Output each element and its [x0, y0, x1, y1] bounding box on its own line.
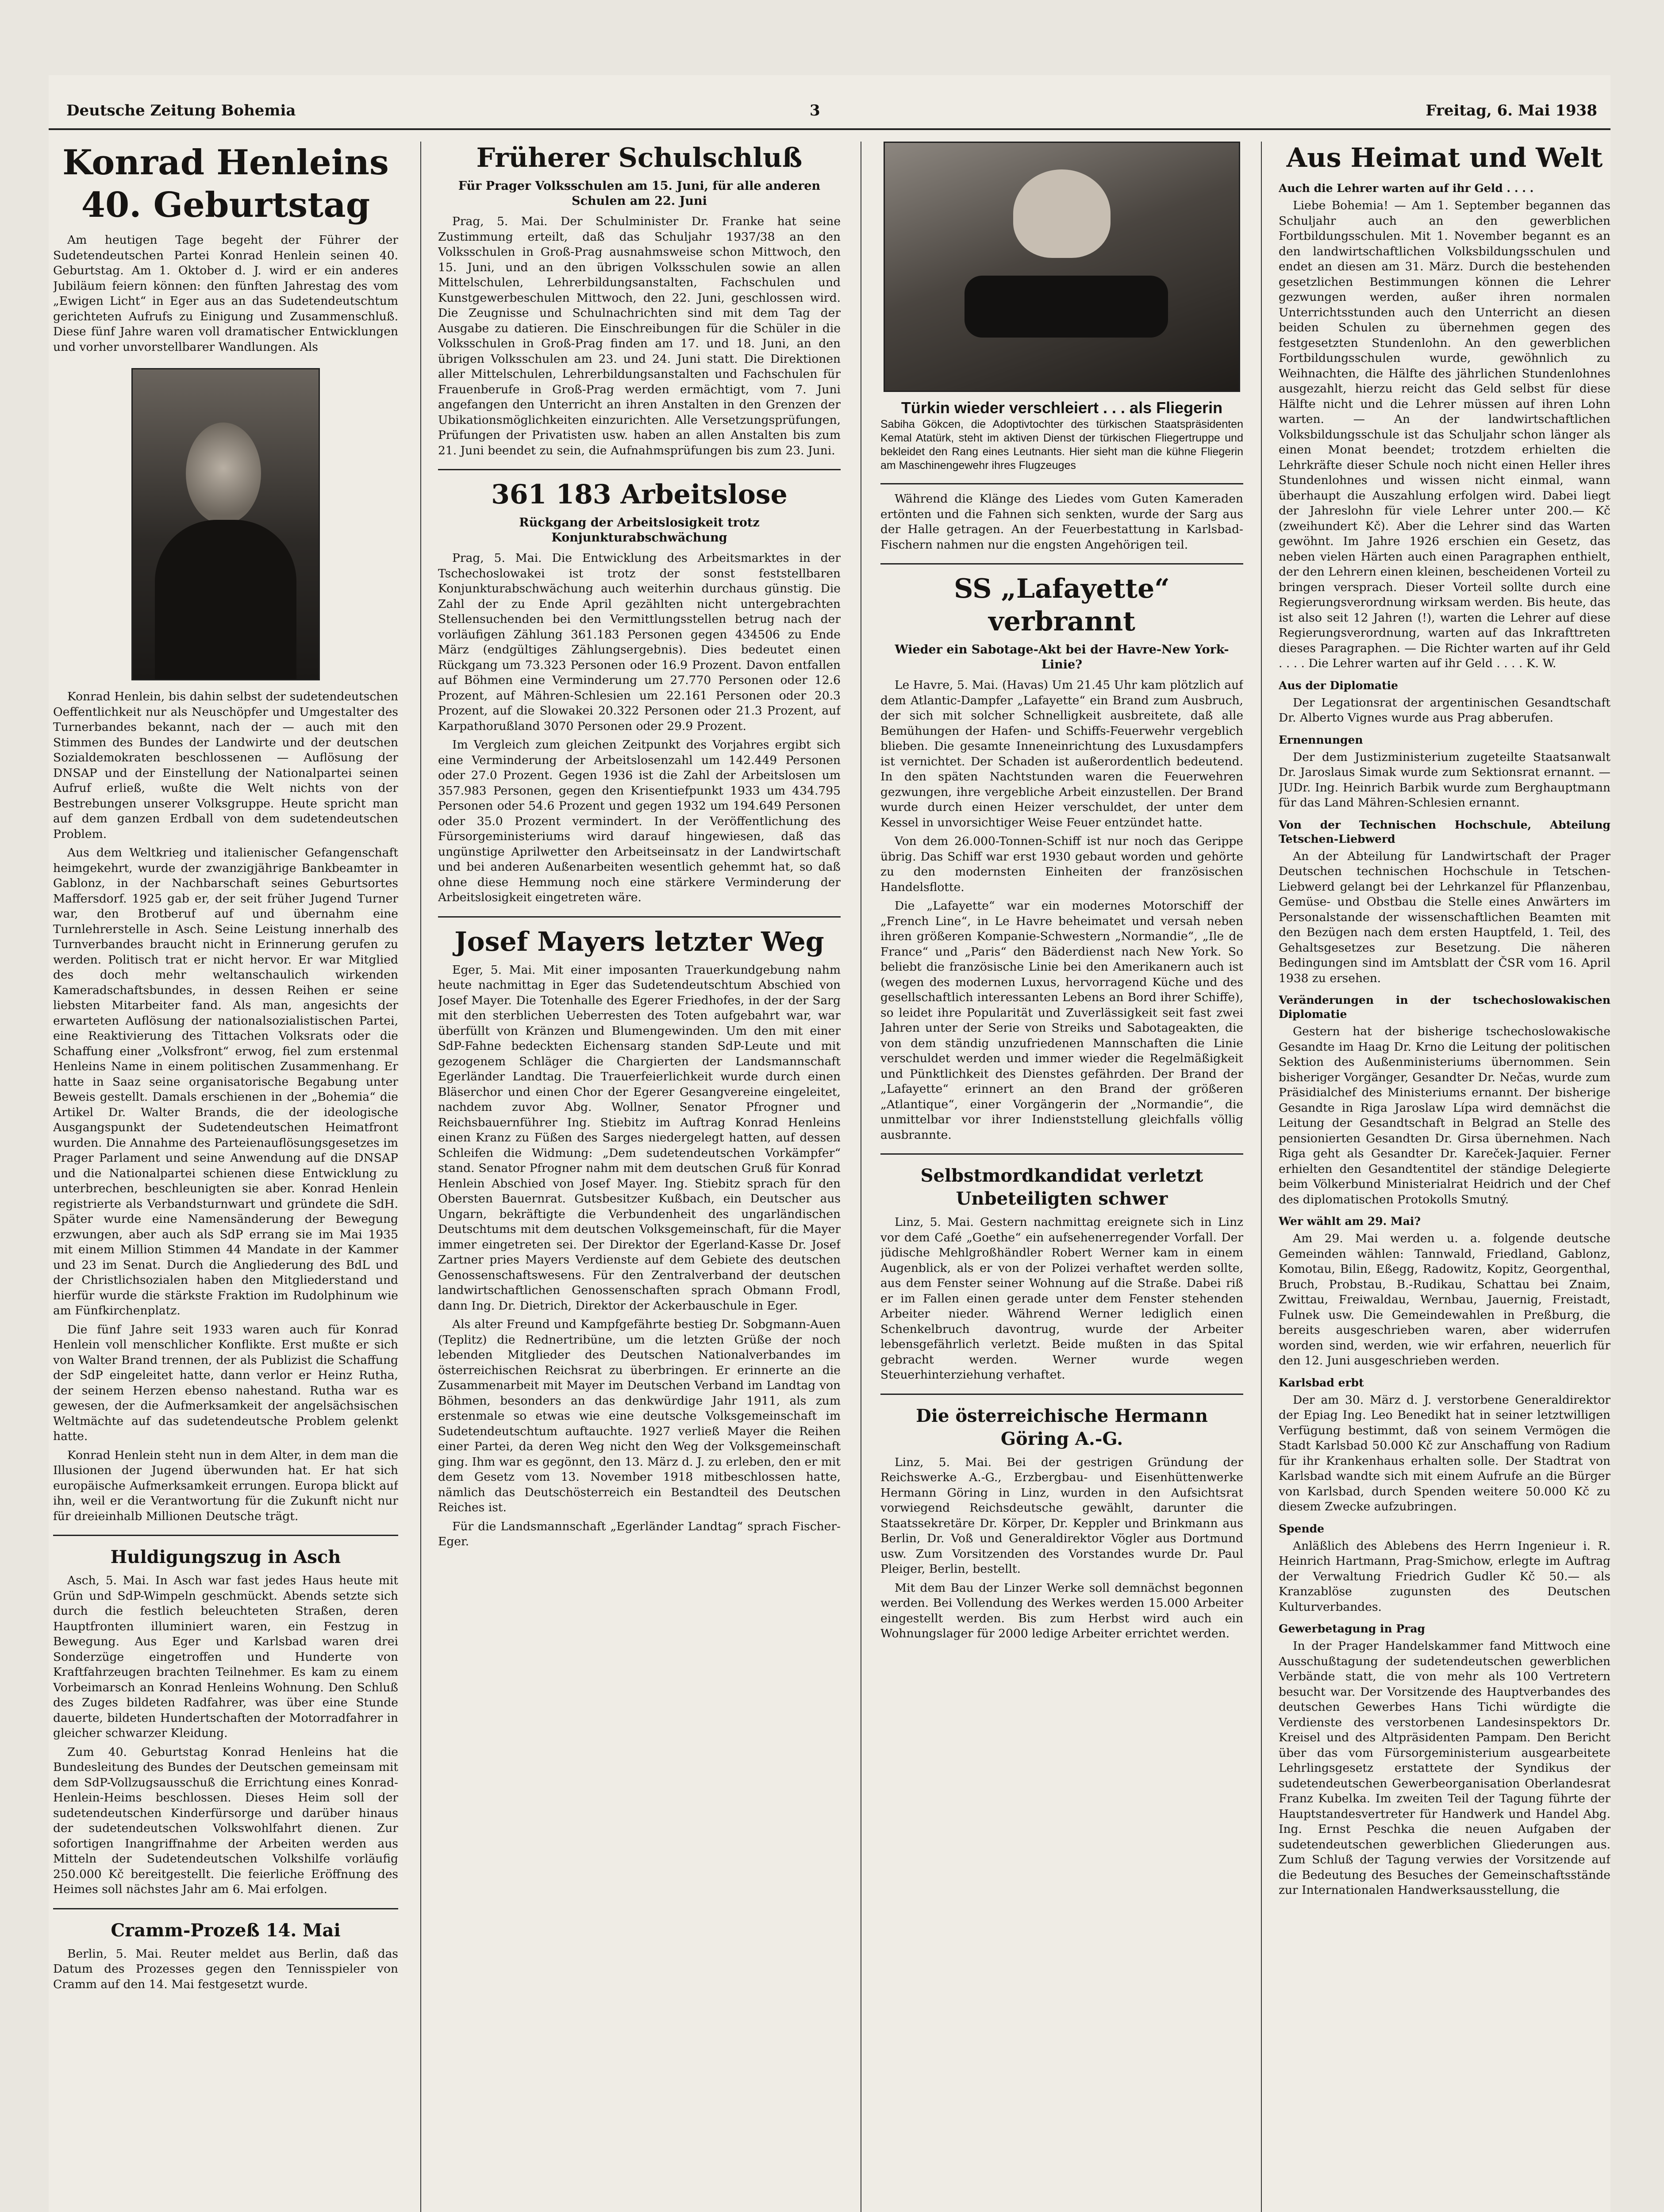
item-heading: Ernennungen [1279, 733, 1363, 746]
article-subheadline: Wieder ein Sabotage-Akt bei der Havre-New York-Linie? [895, 643, 1229, 672]
article-headline: Josef Mayers letzter Weg [454, 926, 824, 957]
article-paragraph: Anläßlich des Ablebens des Herrn Ingenieur i. R. Heinrich Hartmann, Prag-Smichow, erlegte im Auftrag der Verwaltung Friedrich Gudler Kč 50.— als Kranzablöse zugunsten des Deutschen Kulturverbandes. [1279, 1539, 1610, 1614]
article-paragraph: Die „Lafayette“ war ein modernes Motorschiff der „French Line“, in Le Havre beheimatet und versah neben ihren größeren Kompanie-Schwestern „Normandie“, „Ile de France“ und „Paris“ den Bäderdienst nach New York. So beliebt die französische Linie bei den Amerikanern auch ist (wegen des modernen Luxus, hervorragend Küche und des gesellschaftlich interessanten Lebens an Bord ihrer Schiffe), so leidet ihre Popularität und Zuverlässigkeit seit fast zwei Jahren unter der Serie von Streiks und Sabotageakten, die von dem ständig unzufriedenen Mannschaften die Linie verschuldet werden und immer wieder die Regelmäßigkeit und Pünktlichkeit des Dienstes gefährden. Der Brand der „Lafayette“ erinnert an den Brand der größeren „Atlantique“, einer Vorgängerin der „Normandie“, die unmittelbar vor ihrer Indienststellung gleichfalls völlig ausbrannte. [880, 899, 1243, 1142]
section-headline: Aus Heimat und Welt [1286, 142, 1603, 173]
section-divider [880, 1394, 1243, 1395]
article-paragraph: Im Vergleich zum gleichen Zeitpunkt des Vorjahres ergibt sich eine Verminderung der Arbeitslosenzahl um 142.449 Personen oder 27.0 Prozent. Gegen 1936 ist die Zahl der Arbeitslosen um 357.983 Personen, gegen den Krisentiefpunkt 1933 um 434.795 Personen oder 54.6 Prozent und gegen 1932 um 194.649 Personen oder 35.0 Prozent vermindert. In der Veröffentlichung des Fürsorgeministeriums wird darauf hingewiesen, daß das ungünstige Aprilwetter den Arbeitseinsatz in der Landwirtschaft und bei anderen Außenarbeiten wesentlich gehemmt hat, so daß ohne diese Hemmung noch eine stärkere Verminderung der Arbeitslosigkeit eingetreten wäre. [438, 738, 841, 904]
article-paragraph: Die fünf Jahre seit 1933 waren auch für Konrad Henlein voll menschlicher Konflikte. Erst mußte er sich von Walter Brand trennen, der als Publizist die Schaffung der SdP eingeleitet hatte, dann verlor er Heinz Rutha, der seinem Herzen ebenso nahestand. Rutha war es gewesen, der die Aufmerksamkeit der angelsächsischen Weltmächte auf das sudetendeutsche Problem gelenkt hatte. [53, 1322, 398, 1443]
article-paragraph: Von dem 26.000-Tonnen-Schiff ist nur noch das Gerippe übrig. Das Schiff war erst 1930 gebaut worden und gehörte zu den modernsten Einheiten der französischen Handelsflotte. [880, 834, 1243, 894]
article-paragraph: Konrad Henlein steht nun in dem Alter, in dem man die Illusionen der Jugend überwunden hat. Er hat sich europäische Aufmerksamkeit errungen. Europa blickt auf ihn, weil er die Verantwortung für die Zukunft nicht nur für dreieinhalb Millionen Deutsche trägt. [53, 1448, 398, 1523]
column-rule [420, 142, 421, 2212]
article-paragraph: Der am 30. März d. J. verstorbene Generaldirektor der Epiag Ing. Leo Benedikt hat in seiner letztwilligen Verfügung bestimmt, daß von seinem Vermögen die Stadt Karlsbad 50.000 Kč zur Anschaffung von Radium für ihr Krankenhaus erhalten solle. Der Stadtrat von Karlsbad wandte sich mit einem Aufrufe an die Bürger von Karlsbad, durch Spenden weitere 50.000 Kč zu diesem Zwecke aufzubringen. [1279, 1393, 1610, 1513]
item-heading: Gewerbetagung in Prag [1279, 1622, 1426, 1635]
column-3 [880, 142, 1243, 2212]
article-headline: Cramm-Prozeß 14. Mai [111, 1920, 341, 1941]
article-paragraph: Zum 40. Geburtstag Konrad Henleins hat die Bundesleitung des Bundes der Deutschen gemeinsam mit dem SdP-Vollzugsausschuß die Errichtung eines Konrad-Henlein-Heims beschlossen. Dieses Heim soll der sudetendeutschen Kinderfürsorge und darüber hinaus der sudetendeutschen Volkswohlfahrt dienen. Zur sofortigen Inangriffnahme der Arbeiten werden aus Mitteln der Sudetendeutschen Volkshilfe vorläufig 250.000 Kč bereitgestellt. Die feierliche Eröffnung des Heimes soll nächstes Jahr am 6. Mai erfolgen. [53, 1745, 398, 1896]
article-paragraph: Konrad Henlein, bis dahin selbst der sudetendeutschen Oeffentlichkeit nur als Neuschöpfer und Umgestalter des Turnerbandes bekannt, nach der — auch mit den Stimmen des Bundes der Landwirte und der deutschen Sozialdemokraten beschlossenen — Auflösung der DNSAP und der Einstellung der Nationalpartei seinen Aufruf erließ, wußte die Welt nichts von der Bestrebungen unserer Volksgruppe. Heute spricht man auf dem ganzen Erdball von dem sudetendeutschen Problem. [53, 690, 398, 841]
article-headline: 361 183 Arbeitslose [491, 479, 788, 510]
article-paragraph: Asch, 5. Mai. In Asch war fast jedes Haus heute mit Grün und SdP-Wimpeln geschmückt. Abends setzte sich durch die festlich beleuchteten Straßen, deren Hauptfronten illuminiert waren, ein Festzug in Bewegung. Aus Eger und Karlsbad waren drei Sonderzüge eingetroffen und Hunderte von Kraftfahrzeugen brachten Teilnehmer. Es kam zu einem Vorbeimarsch an Konrad Henleins Wohnung. Den Schluß des Zuges bildeten Radfahrer, was über eine Stunde dauerte, bildeten Hundertschaften der Motorradfahrer in gleicher schwarzer Kleidung. [53, 1574, 398, 1740]
article-headline: Selbstmordkandidat verletzt Unbeteiligten schwer [920, 1165, 1203, 1209]
article-paragraph: Der dem Justizministerium zugeteilte Staatsanwalt Dr. Jaroslaus Simak wurde zum Sektionsrat ernannt. — JUDr. Ing. Heinrich Barbik wurde zum Berghauptmann für das Land Mähren-Schlesien ernannt. [1279, 750, 1610, 810]
item-heading: Aus der Diplomatie [1279, 679, 1399, 692]
article-paragraph: Prag, 5. Mai. Die Entwicklung des Arbeitsmarktes in der Tschechoslowakei ist trotz der sonst feststellbaren Konjunkturabschwächung auch weiterhin durchaus günstig. Die Zahl der zu Ende April gezählten nicht untergebrachten Stellensuchenden bei den Vermittlungsstellen betrug nach der vorläufigen Zählung 361.183 Personen gegen 434506 zu Ende März (endgültiges Zählungsergebnis). Dies bedeutet einen Rückgang um 73.323 Personen oder 16.9 Prozent. Davon entfallen auf Böhmen eine Verminderung um 27.770 Personen oder 12.6 Prozent, auf Mähren-Schlesien um 22.161 Personen oder 20.3 Prozent, auf die Slowakei 20.322 Personen oder 21.3 Prozent, auf Karpathorußland 3070 Personen oder 29.9 Prozent. [438, 551, 841, 733]
photo-caption: Sabiha Gökcen, die Adoptivtochter des türkischen Staatspräsidenten Kemal Atatürk, steht im aktiven Dienst der türkischen Fliegertruppe und bekleidet den Rang eines Leutnants. Hier sieht man die kühne Fliegerin am Maschinengewehr ihres Flugzeuges [880, 418, 1243, 472]
article-paragraph: Während die Klänge des Liedes vom Guten Kameraden ertönten und die Fahnen sich senkten, wurde der Sarg aus der Halle getragen. An der Feuerbestattung in Karlsbad-Fischern nahmen nur die engsten Angehörigen teil. [880, 492, 1243, 552]
section-divider [53, 1535, 398, 1536]
article-headline: Huldigungszug in Asch [110, 1547, 341, 1567]
article-paragraph: Mit dem Bau der Linzer Werke soll demnächst begonnen werden. Bei Vollendung des Werkes werden 15.000 Arbeiter eingestellt werden. Bis zum Herbst wird auch ein Wohnungslager für 2000 ledige Arbeiter errichtet werden. [880, 1581, 1243, 1640]
article-headline: Früherer Schulschluß [476, 142, 803, 173]
article-paragraph: Am 29. Mai werden u. a. folgende deutsche Gemeinden wählen: Tannwald, Friedland, Gablonz, Komotau, Bilin, Eßegg, Radowitz, Kopitz, Georgenthal, Bruch, Probstau, B.-Rudikau, Schattau bei Znaim, Zwittau, Freiwaldau, Wernbau, Jauernig, Freistadt, Fulnek usw. Die Gemeindewahlen in Preßburg, die bereits ausgeschrieben waren, aber widerrufen worden sind, werden, wie wir erfahren, neuerlich für den 12. Juni ausgeschrieben werden. [1279, 1232, 1610, 1367]
article-paragraph: Als alter Freund und Kampfgefährte bestieg Dr. Sobgmann-Auen (Teplitz) die Rednertribüne, um die letzten Grüße der noch lebenden Mitglieder des Deutschen Nationalverbandes im österreichischen Reichsrat zu überbringen. Er erinnerte an die Zusammenarbeit mit Mayer im Deutschen Verband im Landtag von Böhmen, besonders an das denkwürdige Jahr 1911, als zum erstenmale so etwas wie eine deutsche Volksgemeinschaft im Sudetendeutschtum auftauchte. 1927 verließ Mayer die Reihen einer Partei, da deren Weg nicht den Weg der Volksgemeinschaft ging. Ihm war es gegönnt, den 13. März d. J. zu erleben, den er mit dem Gesetz vom 13. November 1918 mitbeschlossen hatte, nämlich das Deutschösterreich ein Bestandteil des Deutschen Reiches ist. [438, 1317, 841, 1514]
portrait-photo [131, 368, 320, 680]
article-paragraph: Gestern hat der bisherige tschechoslowakische Gesandte im Haag Dr. Krno die Leitung der politischen Sektion des Außenministeriums übernommen. Sein bisheriger Vorgänger, Gesandter Dr. Nečas, wurde zum Präsidialchef des Ministeriums ernannt. Der bisherige Gesandte in Riga Jaroslaw Lípa wird demnächst die Leitung der Gesandtschaft in Belgrad an Stelle des pensionierten Gesandten Dr. Girsa übernehmen. Nach Riga geht als Gesandter Dr. Kareček-Jaquier. Ferner erhielten den Gesandtentitel der ständige Delegierte beim Völkerbund Ministerialrat Heidrich und der Chef des diplomatischen Protokolls Smutný. [1279, 1025, 1610, 1206]
column-2 [438, 142, 841, 2212]
newspaper-page [49, 75, 1610, 2212]
article-paragraph: Der Legationsrat der argentinischen Gesandtschaft Dr. Alberto Vignes wurde aus Prag abberufen. [1279, 695, 1610, 725]
article-paragraph: Für die Landsmannschaft „Egerländer Landtag“ sprach Fischer-Eger. [438, 1519, 841, 1548]
article-headline: Konrad Henleins 40. Geburtstag [62, 142, 389, 225]
section-divider [438, 916, 841, 918]
photo-caption-title: Türkin wieder verschleiert . . . als Fliegerin [901, 399, 1223, 417]
article-subheadline: Auch die Lehrer warten auf ihr Geld . . . . [1279, 182, 1534, 195]
article-paragraph: Linz, 5. Mai. Gestern nachmittag ereignete sich in Linz vor dem Café „Goethe“ ein aufsehenerregender Vorfall. Der jüdische Mehlgroßhändler Robert Werner kam in einem Augenblick, als er von der Polizei verhaftet werden sollte, aus dem Fenster seiner Wohnung auf die Straße. Dabei riß er im Fallen einen gerade unter dem Fenster stehenden Arbeiter nieder. Während Werner lediglich einen Schenkelbruch davontrug, wurde der Arbeiter lebensgefährlich verletzt. Beide mußten in das Spital gebracht werden. Werner wurde wegen Steuerhinterziehung verhaftet. [880, 1215, 1243, 1382]
article-subheadline: Für Prager Volksschulen am 15. Juni, für alle anderen Schulen am 22. Juni [458, 179, 821, 208]
column-4 [1279, 142, 1610, 2212]
article-headline: Die österreichische Hermann Göring A.-G. [916, 1405, 1208, 1449]
article-headline: SS „Lafayette“ verbrannt [954, 573, 1170, 637]
article-paragraph: Prag, 5. Mai. Der Schulminister Dr. Franke hat seine Zustimmung erteilt, daß das Schuljahr 1937/38 an den Volksschulen in Groß-Prag ausnahmsweise schon Mittwoch, den 15. Juni, und an den übrigen Volksschulen sowie an allen Mittelschulen, Lehrerbildungsanstalten, Fachschulen und Kunstgewerbeschulen Mittwoch, den 22. Juni, geschlossen wird. Die Zeugnisse und Schulnachrichten sind mit dem Tag der Ausgabe zu datieren. Die Einschreibungen für die Schüler in die Volksschulen in Groß-Prag finden am 17. und 18. Juni, an den übrigen Volksschulen am 23. und 24. Juni statt. Die Direktionen aller Mittelschulen, Lehrerbildungsanstalten und Fachschulen für Frauenberufe in Groß-Prag werden ermächtigt, vom 7. Juni angefangen den Unterricht an ihren Anstalten in den Grenzen der Ubikationsmöglichkeiten einzurichten. Alle Versetzungsprüfungen, Prüfungen der Privatisten usw. haben an allen Anstalten bis zum 21. Juni beendet zu sein, die Aufnahmsprüfungen bis zum 23. Juni. [438, 215, 841, 457]
section-divider [880, 1153, 1243, 1155]
aviator-photo [884, 142, 1240, 392]
article-paragraph: Liebe Bohemia! — Am 1. September begannen das Schuljahr auch an den gewerblichen Fortbildungsschulen. Mit 1. November begannt es an den landwirtschaftlichen Volksbildungsschulen und endet an diesen am 31. März. Durch die bestehenden gesetzlichen Bestimmungen können die Lehrer gezwungen werden, außer ihren normalen Unterrichtsstunden auch den Unterricht an diesen beiden Schulen zu übernehmen gegen des festgesetzten Stundenlohn. An den gewerblichen Fortbildungsschulen wurde, gewöhnlich zu Weihnachten, die Hälfte des jährlichen Stundenlohnes ausgezahlt, hierzu reicht das Geld selbst für diese Hälfte nicht und die Lehrer müssen auf ihren Lohn warten. — An der landwirtschaftlichen Volksbildungsschule ist das Schuljahr schon länger als einen Monat beendet; trotzdem erhielten die Lehrkräfte dieser Schule noch nicht einen Heller ihres Stundenlohnes und wissen nicht einmal, wann überhaupt die Auszahlung erfolgen wird. Dabei liegt der Jahreslohn für viele Lehrer unter 200.— Kč (zweihundert Kč). Aber die Lehrer sind das Warten gewöhnt. Im Jahre 1926 erschien ein Gesetz, das neben vielen Härten auch einen Paragraphen enthielt, der den Lehrern einen kleinen, bescheidenen Vorteil zu bringen versprach. Dieser Vorteil sollte durch eine Regierungsverordnung wirksam werden. Bis heute, das ist also seit 12 Jahren (!), warten die Lehrer auf diese Regierungsverordnung, warten auf das Inkrafttreten dieses Paragraphen. — Die Richter warten auf ihr Geld . . . . Die Lehrer warten auf ihr Geld . . . . K. W. [1279, 199, 1610, 670]
article-paragraph: Am heutigen Tage begeht der Führer der Sudetendeutschen Partei Konrad Henlein seinen 40. Geburtstag. Am 1. Oktober d. J. wird er ein anderes Jubiläum feiern können: den fünften Jahrestag des vom „Ewigen Licht“ in Eger aus an das Sudetendeutschtum gerichteten Aufrufs zu Einigung und Zusammenschluß. Diese fünf Jahre waren voll dramatischer Entwicklungen und vorher unvorstellbarer Wandlungen. Als [53, 233, 398, 354]
item-heading: Spende [1279, 1522, 1325, 1535]
article-paragraph: Eger, 5. Mai. Mit einer imposanten Trauerkundgebung nahm heute nachmittag in Eger das Sudetendeutschtum Abschied von Josef Mayer. Die Totenhalle des Egerer Friedhofes, in der der Sarg mit den sterblichen Ueberresten des Toten aufgebahrt war, war überfüllt von Kränzen und Blumengewinden. Um den mit einer SdP-Fahne bedeckten Eichensarg standen SdP-Leute und mit gezogenem Schläger die Chargierten der Landsmannschaft Egerländer Landtag. Die Trauerfeierlichkeit wurde durch einen Bläserchor und einen Chor der Egerer Gesangvereine eingeleitet, nachdem zuvor Abg. Wollner, Senator Pfrogner und Reichsbauernführer Ing. Stiebitz im Auftrag Konrad Henleins einen Kranz zu Füßen des Sarges niedergelegt hatten, auf dessen Schleifen die Widmung: „Dem sudetendeutschen Vorkämpfer“ stand. Senator Pfrogner nahm mit dem deutschen Gruß für Konrad Henlein Abschied von Josef Mayer. Ing. Stiebitz sprach für den Obersten Bauernrat. Gutsbesitzer Kußbach, ein Deutscher aus Ungarn, bekräftigte die Verbundenheit des ungarländischen Deutschtums mit dem deutschen Volksgemeinschaft, für die Mayer immer eingetreten sei. Der Direktor der Egerland-Kasse Dr. Josef Zartner pries Mayers Verdienste auf dem Gebiete des deutschen Genossenschaftswesens. Für den Zentralverband der deutschen landwirtschaftlichen Genossenschaften sprach Obmann Frodl, dann Ing. Dr. Dietrich, Direktor der Ackerbauschule in Eger. [438, 963, 841, 1313]
article-paragraph: An der Abteilung für Landwirtschaft der Prager Deutschen technischen Hochschule in Tetschen-Liebwerd gelangt bei der Lehrkanzel für Pflanzenbau, Gemüse- und Obstbau die Stelle eines Anwärters im Personalstande der wissenschaftlichen Beamten mit den Bezügen nach dem ersten Hauptfeld, 1. Teil, des Gehaltsgesetzes zur Besetzung. Die näheren Bedingungen sind im Amtsblatt der ČSR vom 16. April 1938 zu ersehen. [1279, 849, 1610, 985]
page-header [49, 88, 1610, 130]
section-divider [438, 469, 841, 470]
column-rule [1261, 142, 1262, 2212]
column-1 [53, 142, 398, 2212]
section-divider [880, 483, 1243, 484]
section-divider [880, 563, 1243, 565]
article-paragraph: In der Prager Handelskammer fand Mittwoch eine Ausschußtagung der sudetendeutschen gewerblichen Verbände statt, die von mehr als 100 Vertretern besucht war. Der Vorsitzende des Hauptverbandes des deutschen Gewerbes Hans Tichi würdigte die Verdienste des verstorbenen Landesinspektors Dr. Kreisel und des Altpräsidenten Pampam. Den Bericht über das vom Fürsorgeministerium ausgearbeitete Lehrlingsgesetz erstattete der Syndikus der sudetendeutschen Gewerbeorganisation Oberlandesrat Franz Kubelka. Im zweiten Teil der Tagung führte der Hauptstandesvertreter für Handwerk und Handel Abg. Ing. Ernst Peschka die neuen Aufgaben der sudetendeutschen gewerblichen Gliederungen aus. Zum Schluß der Tagung verwies der Vorsitzende auf die Bedeutung des Besuches der Gemeinschaftsstände zur Internationalen Handwerksausstellung, die [1279, 1639, 1610, 1897]
section-divider [53, 1908, 398, 1909]
item-heading: Wer wählt am 29. Mai? [1279, 1215, 1421, 1228]
article-subheadline: Rückgang der Arbeitslosigkeit trotz Konjunkturabschwächung [519, 516, 760, 545]
masthead-name: Deutsche Zeitung Bohemia [66, 102, 296, 119]
item-heading: Veränderungen in der tschechoslowakischen Diplomatie [1279, 994, 1610, 1021]
article-paragraph: Aus dem Weltkrieg und italienischer Gefangenschaft heimgekehrt, wurde der zwanzigjährige Bankbeamter in Gablonz, in der Nachbarschaft seines Geburtsortes Maffersdorf. 1925 gab er, der seit früher Jugend Turner war, den Brotberuf auf und übernahm eine Turnlehrerstelle in Asch. Seine Leistung innerhalb des Turnverbandes braucht nicht in Erinnerung gerufen zu werden. Politisch trat er nicht hervor. Er war Mitglied des doch mehr weltanschaulich wirkenden Kameradschaftsbundes, in dessen Reihen er seine liebsten Mitarbeiter fand. Als man, angesichts der erwarteten Auflösung der nationalsozialistischen Partei, eine Reaktivierung des Tittachen Volksrats oder die Schaffung einer „Volksfront“ erwog, fiel zum erstenmal Henleins Name in einem politischen Zusammenhang. Er hatte in Saaz seine organisatorische Begabung unter Beweis gestellt. Damals erschienen in der „Bohemia“ die Artikel Dr. Walter Brands, die der ideologische Ausgangspunkt der Sudetendeutschen Heimatfront wurden. Die Annahme des Parteienauflösungsgesetzes im Prager Parlament und seine Anwendung auf die DNSAP und die Nationalpartei schienen diese Entwicklung zu unterbrechen, beschleunigten sie aber. Konrad Henlein registrierte als Verbandsturnwart und gründete die SdH. Später wurde eine Namensänderung der Bewegung erzwungen, aber auch als SdP errang sie im Mai 1935 mit einem Million Stimmen 44 Mandate in der Kammer und 23 im Senat. Durch die Angliederung des BdL und der Christlichsozialen haben den Mitgliederstand und hierfür wurde die stärkste Fraktion im Rudolphinum wie am Fünfkirchenplatz. [53, 846, 398, 1317]
item-heading: Karlsbad erbt [1279, 1376, 1364, 1389]
article-paragraph: Le Havre, 5. Mai. (Havas) Um 21.45 Uhr kam plötzlich auf dem Atlantic-Dampfer „Lafayette“ ein Brand zum Ausbruch, der sich mit solcher Schnelligkeit ausbreitete, daß alle Bemühungen der Hafen- und Schiffs-Feuerwehr vergeblich blieben. Die gesamte Inneneinrichtung des Luxusdampfers ist vernichtet. Der Schaden ist außerordentlich bedeutend. In den späten Nachtstunden waren die Feuerwehren gezwungen, ihre vergebliche Arbeit einzustellen. Der Brand wurde durch einen Heizer verschuldet, der unter dem Kessel in unvorsichtiger Weise Feuer entzündet hatte. [880, 678, 1243, 830]
article-paragraph: Linz, 5. Mai. Bei der gestrigen Gründung der Reichswerke A.-G., Erzbergbau- und Eisenhüttenwerke Hermann Göring in Linz, wurden in den Aufsichtsrat vorwiegend Reichsdeutsche gewählt, darunter die Staatssekretäre Dr. Körper, Dr. Keppler und Brinkmann aus Berlin, Dr. Voß und Generaldirektor Vögler aus Dortmund usw. Zum Vorsitzenden des Vorstandes wurde Dr. Paul Pleiger, Berlin, bestellt. [880, 1455, 1243, 1576]
article-paragraph: Berlin, 5. Mai. Reuter meldet aus Berlin, daß das Datum des Prozesses gegen den Tennisspieler von Cramm auf den 14. Mai festgesetzt wurde. [53, 1947, 398, 1991]
item-heading: Von der Technischen Hochschule, Abteilung Tetschen-Liebwerd [1279, 818, 1610, 845]
issue-date: Freitag, 6. Mai 1938 [1426, 102, 1597, 119]
page-number: 3 [810, 102, 820, 119]
